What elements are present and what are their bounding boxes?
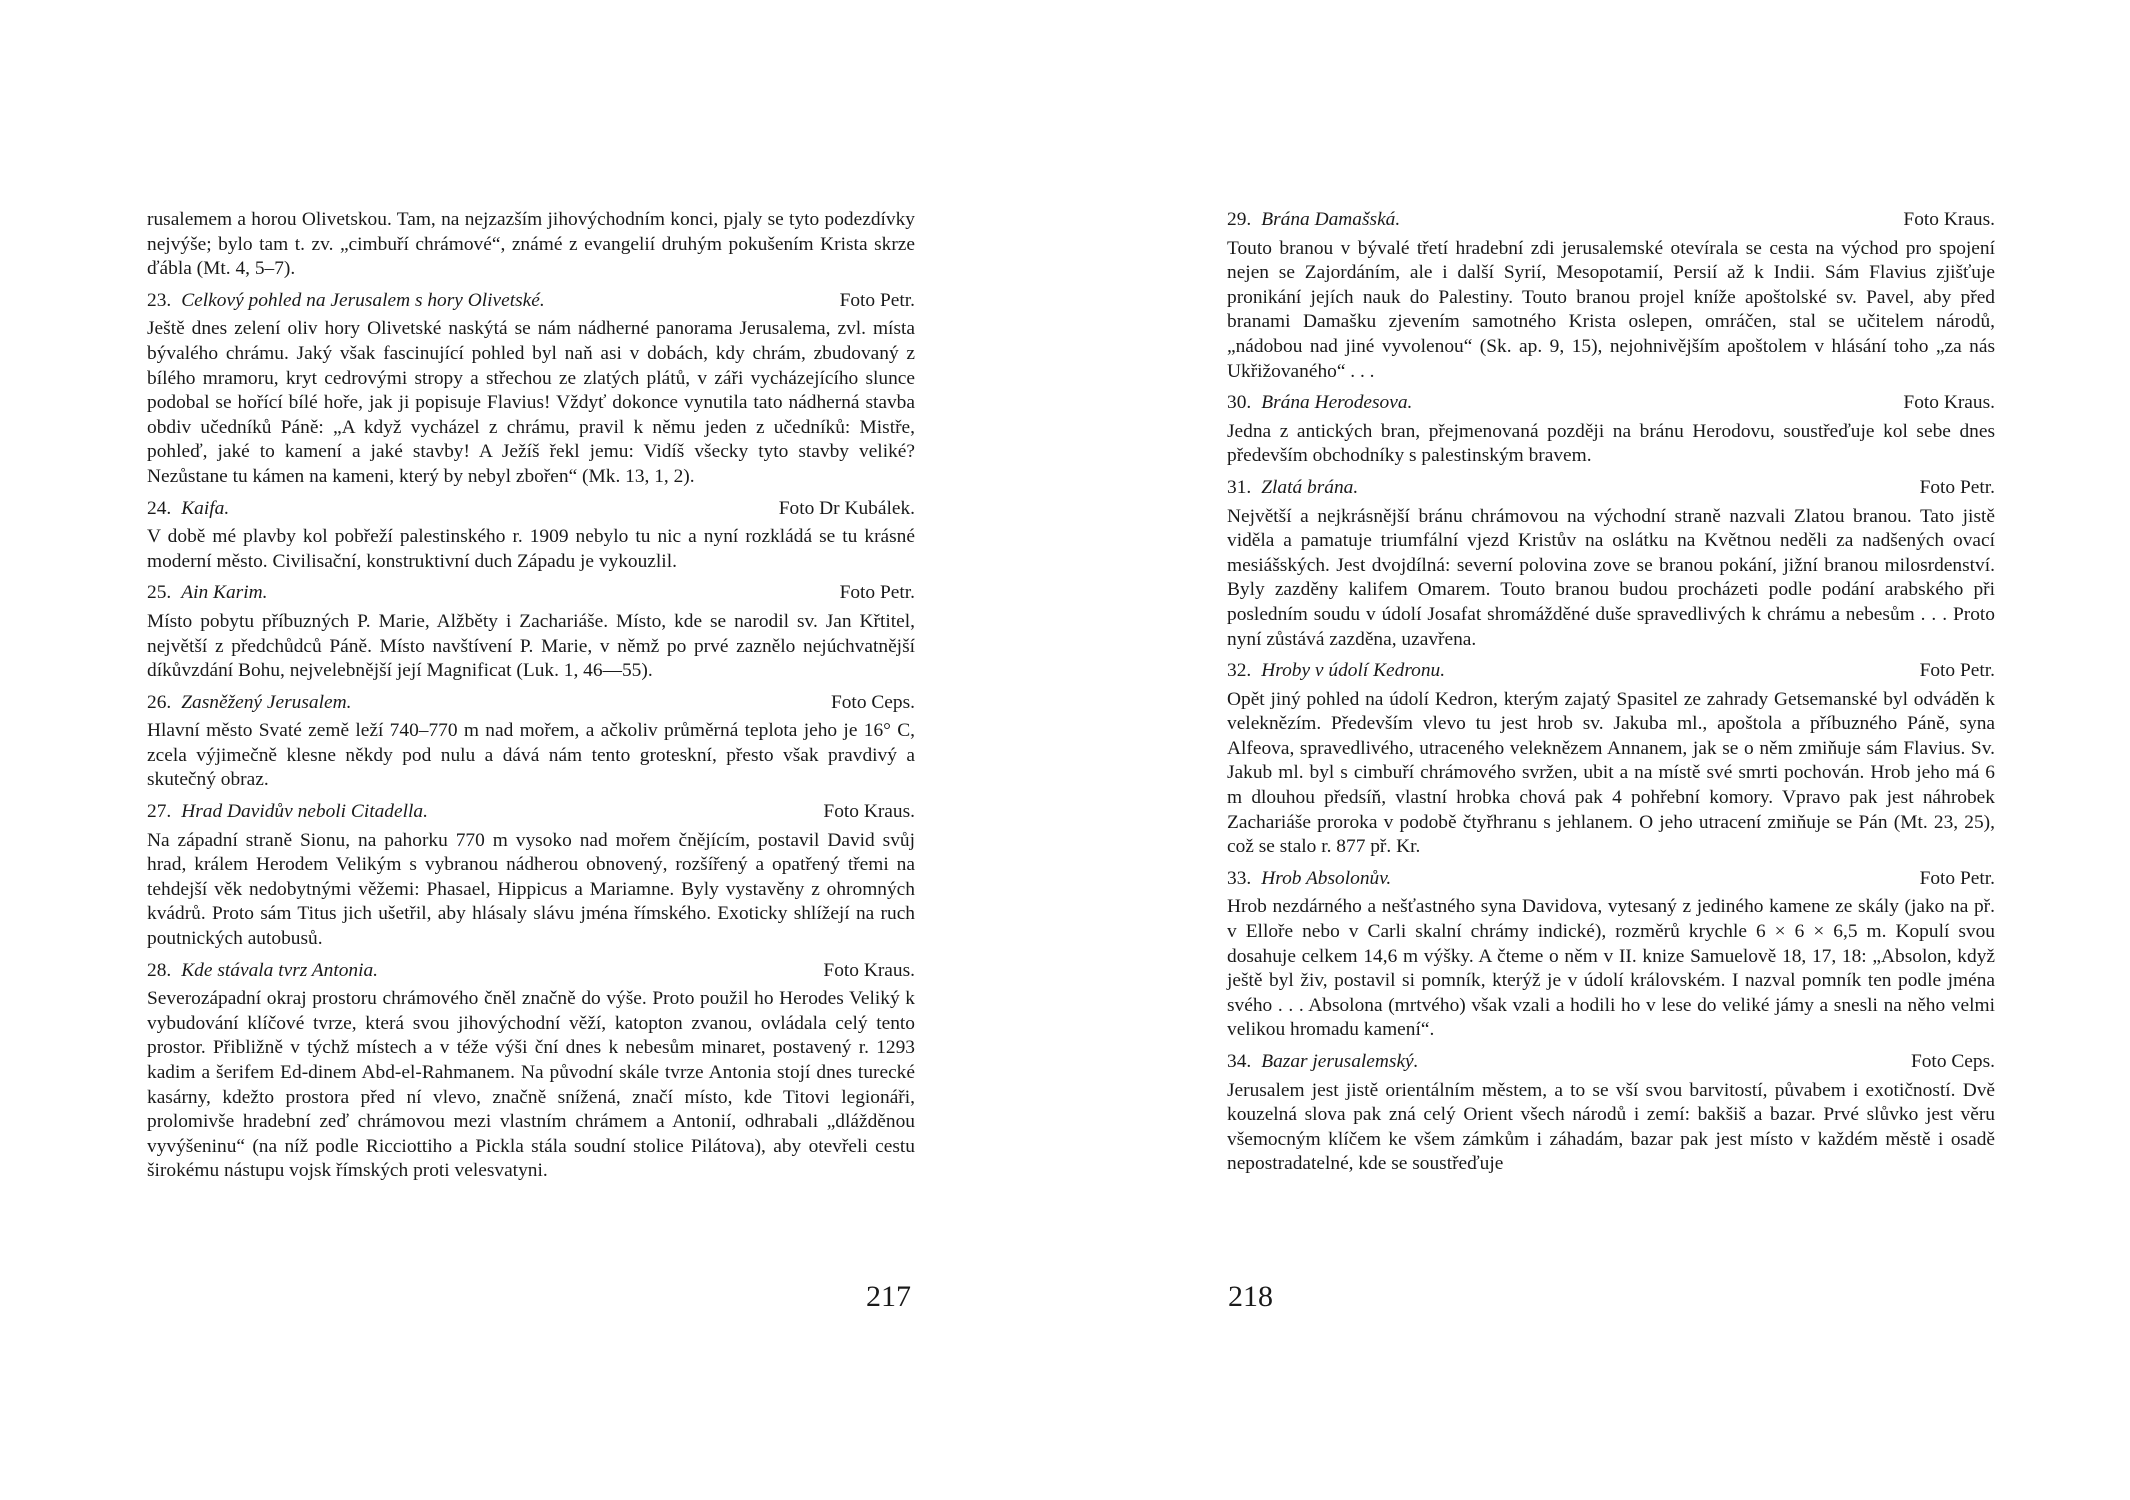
- caption-text: Severozápadní okraj prostoru chrámového čněl značně do výše. Proto použil ho Herodes Veliký k vybudování klíčové tvrze, která svou jihovýchodní věží, katopton zvanou, ovládala celý tento prostor. Přibližně v týchž místech a v téže výši ční dnes k nebesům minaret, postavený r. 1293 kadim a šerifem Ed-dinem Abd-el-Rahmanem. Na původní skále tvrze Antonia stojí dnes turecké kasárny, kdežto prostora před ní vlevo, značně snížená, značí místo, kde Titovi legionáři, prolomivše hradební zeď chrámovou mezi vlastním chrámem a Antonií, odhrabali „dlážděnou vyvýšeninu“ (na níž podle Ricciottiho a Pickla stála soudní stolice Pilátova), aby otevřeli cestu širokému nástupu vojsk římských proti velesvatyni.: [147, 988, 915, 1182]
- caption-entry-23: [147, 289, 915, 490]
- caption-title: Brána Damašská.: [1261, 209, 1401, 230]
- caption-number: 26.: [147, 691, 172, 713]
- photo-credit: Foto Petr.: [1919, 867, 1995, 889]
- caption-text: Touto branou v bývalé třetí hradební zdi jerusalemské otevírala se cesta na východ pro spojení nejen se Zajordáním, ale i další Syrií, Mesopotamií, Persií až k Indii. Sám Flavius zjišťuje pronikání jejích nauk do Palestiny. Touto branou projel kníže apoštolské sv. Pavel, aby před branami Damašku zjevením samotného Krista oslepen, omráčen, stal se učitelem národů, „nádobou nad jiné vyvolenou“ (Sk. ap. 9, 15), nejohnivějším apoštolem v hlásání toho „za nás Ukřižovaného“ . . .: [1227, 237, 1995, 382]
- caption-title: Brána Herodesova.: [1261, 392, 1413, 414]
- caption-heading: [147, 959, 915, 984]
- caption-heading: [1227, 208, 1995, 233]
- caption-title-line: [147, 691, 351, 716]
- caption-number: 31.: [1227, 476, 1252, 498]
- caption-entry-31: [1227, 476, 1995, 652]
- caption-title-line: [147, 800, 428, 825]
- caption-number: 23.: [147, 289, 172, 311]
- caption-heading: [147, 289, 915, 314]
- caption-title: Hrad Davidův neboli Citadella.: [181, 801, 428, 823]
- caption-entry-29: [1227, 208, 1995, 384]
- caption-title: Celkový pohled na Jerusalem s hory Olivetské.: [181, 289, 545, 311]
- caption-title-line: [147, 497, 229, 522]
- caption-heading: [147, 800, 915, 825]
- caption-title-line: [147, 289, 545, 314]
- caption-text: Hrob nezdárného a nešťastného syna Davidova, vytesaný z jediného kamene ze skály (jako na př. v Elloře nebo v Carli skalní chrámy indické), rozměrů krychle 6 × 6 × 6,5 m. Kopulí svou dosahuje celkem 14,6 m výšky. A čteme o něm v II. knize Samuelově 18, 17, 18: „Absolon, když ještě byl živ, postavil si pomník, kterýž je v údolí královském. I nazval pomník ten podle jména svého . . . Absolona (mrtvého) však vzali a hodili ho v lese do veliké jámy a snesli na něho velmi velikou hromadu kamení“.: [1227, 896, 1995, 1041]
- caption-entry-30: [1227, 391, 1995, 469]
- caption-number: 32.: [1227, 660, 1252, 682]
- photo-credit: Foto Kraus.: [823, 801, 915, 823]
- caption-title-line: [1227, 1050, 1419, 1075]
- caption-title-line: [147, 959, 378, 984]
- caption-text: Jerusalem jest jistě orientálním městem, a to se vší svou barvitostí, půvabem i exotičností. Dvě kouzelná slova pak zná celý Orient všech národů i zemí: bakšiš a bazar. Prvé slůvko jest věru všemocným klíčem ke všem zámkům i záhadám, bazar pak jest místo v každém městě i osadě nepostradatelné, kde se soustřeďuje: [1227, 1079, 1995, 1175]
- caption-entry-27: [147, 800, 915, 952]
- caption-number: 29.: [1227, 209, 1252, 230]
- caption-title: Hrob Absolonův.: [1261, 867, 1392, 889]
- caption-heading: [147, 581, 915, 606]
- caption-entry-26: [147, 691, 915, 793]
- photo-credit: Foto Dr Kubálek.: [778, 497, 915, 519]
- caption-heading: [147, 691, 915, 716]
- caption-text: Jedna z antických bran, přejmenovaná později na bránu Herodovu, soustřeďuje kol sebe dnes především obchodníky s palestinským bravem.: [1227, 420, 1995, 467]
- caption-title: Hroby v údolí Kedronu.: [1261, 660, 1446, 682]
- caption-heading: [1227, 659, 1995, 684]
- continued-paragraph: rusalemem a horou Olivetskou. Tam, na nejzazším jihovýchodním konci, pjaly se tyto podezdívky nejvýše; bylo tam t. zv. „cimbuří chrámové“, známé z evangelií druhým pokušením Krista skrze ďábla (Mt. 4, 5–7).: [147, 209, 915, 280]
- caption-number: 25.: [147, 582, 172, 604]
- caption-entry-33: [1227, 867, 1995, 1043]
- caption-title-line: [1227, 659, 1445, 684]
- caption-number: 27.: [147, 801, 172, 823]
- caption-title-line: [147, 581, 267, 606]
- caption-heading: [1227, 1050, 1995, 1075]
- caption-title: Bazar jerusalemský.: [1261, 1051, 1419, 1072]
- caption-entry-28: [147, 959, 915, 1184]
- caption-title-line: [1227, 391, 1412, 416]
- caption-title: Zasněžený Jerusalem.: [181, 691, 352, 713]
- caption-entry-24: [147, 497, 915, 575]
- photo-credit: Foto Petr.: [1919, 660, 1995, 682]
- caption-number: 34.: [1227, 1051, 1252, 1072]
- page-number-left: 217: [866, 1280, 911, 1313]
- caption-entry-34: [1227, 1050, 1995, 1177]
- photo-credit: Foto Ceps.: [830, 691, 915, 713]
- caption-text: Na západní straně Sionu, na pahorku 770 m vysoko nad mořem čnějícím, postavil David svůj hrad, králem Herodem Velikým s vybranou nádherou obnovený, rozšířený a opatřený třemi na tehdejší věk nedobytnými věžemi: Phasael, Hippicus a Mariamne. Byly vystavěny z ohromných kvádrů. Proto sám Titus jich ušetřil, aby hlásaly slávu jména římského. Exoticky shlížejí na ruch poutnických autobusů.: [147, 829, 915, 950]
- photo-credit: Foto Petr.: [839, 289, 915, 311]
- caption-text: Největší a nejkrásnější bránu chrámovou na východní straně nazvali Zlatou branou. Tato jistě viděla a pamatuje triumfální vjezd Kristův na oslátku na Květnou neděli za nadšených ovací mesiášských. Jest dvojdílná: severní polovina zove se branou pokání, jižní branou milosrdenství. Byly zazděny kalifem Omarem. Touto branou budou procházeti podle podání arabského při posledním soudu v údolí Josafat shromážděné duše spravedlivých k chrámu a nebesům . . . Proto nyní zůstává zazděna, uzavřena.: [1227, 505, 1995, 650]
- photo-credit: Foto Kraus.: [823, 959, 915, 981]
- caption-text: Hlavní město Svaté země leží 740–770 m nad mořem, a ačkoliv průměrná teplota jeho je 16° C, zcela výjimečně klesne někdy pod nulu a dává nám tento groteskní, přesto však pravdivý a skutečný obraz.: [147, 720, 915, 791]
- right-page: [1227, 208, 1995, 1177]
- photo-credit: Foto Ceps.: [1910, 1051, 1995, 1072]
- photo-credit: Foto Petr.: [839, 582, 915, 604]
- photo-credit: Foto Petr.: [1919, 476, 1995, 498]
- caption-number: 33.: [1227, 867, 1252, 889]
- caption-entry-32: [1227, 659, 1995, 860]
- caption-title: Ain Karim.: [181, 582, 268, 604]
- caption-title-line: [1227, 867, 1391, 892]
- caption-number: 28.: [147, 959, 172, 981]
- left-page: [147, 208, 915, 1184]
- caption-heading: [1227, 476, 1995, 501]
- caption-text: Místo pobytu příbuzných P. Marie, Alžběty i Zachariáše. Místo, kde se narodil sv. Jan Křtitel, největší z předchůdců Páně. Místo navštívení P. Marie, v němž po prvé zaznělo nejúchvatnější díkůvzdání Bohu, nejvelebnější její Magnificat (Luk. 1, 46—55).: [147, 610, 915, 682]
- caption-heading: [147, 497, 915, 522]
- caption-title: Zlatá brána.: [1261, 476, 1359, 498]
- caption-entry-25: [147, 581, 915, 683]
- page-number-right: 218: [1228, 1280, 1273, 1313]
- photo-credit: Foto Kraus.: [1903, 392, 1995, 414]
- caption-heading: [1227, 391, 1995, 416]
- caption-text: V době mé plavby kol pobřeží palestinského r. 1909 nebylo tu nic a nyní rozkládá se tu krásné moderní město. Civilisační, konstruktivní duch Západu je vykouzlil.: [147, 526, 915, 572]
- caption-title: Kde stávala tvrz Antonia.: [181, 959, 379, 981]
- caption-number: 24.: [147, 497, 172, 519]
- caption-title-line: [1227, 208, 1400, 233]
- caption-title: Kaifa.: [181, 497, 230, 519]
- caption-number: 30.: [1227, 392, 1252, 414]
- caption-text: Opět jiný pohled na údolí Kedron, kterým zajatý Spasitel ze zahrady Getsemanské byl odváděn k veleknězím. Především vlevo tu jest hrob sv. Jakuba ml., apoštola a příbuzného Páně, syna Alfeova, spravedlivého, utraceného veleknězem Annanem, jak se o něm zmiňuje sám Flavius. Sv. Jakub ml. byl s cimbuří chrámového svržen, ubit a na místě své smrti pochován. Hrob jeho má 6 m dlouhou předsíň, vlastní hrobka chová pak 4 pohřební komory. Vpravo pak jest náhrobek Zachariáše proroka v podobě čtyřhranu s jehlanem. O jeho utracení zmiňuje se Pán (Mt. 23, 25), což se stalo r. 877 př. Kr.: [1227, 688, 1995, 858]
- caption-heading: [1227, 867, 1995, 892]
- photo-credit: Foto Kraus.: [1903, 209, 1995, 230]
- caption-text: Ještě dnes zelení oliv hory Olivetské naskýtá se nám nádherné panorama Jerusalema, zvl. místa bývalého chrámu. Jaký však fascinující pohled byl naň asi v dobách, kdy chrám, zbudovaný z bílého mramoru, kryt cedrovými stropy a střechou ze zlatých plátů, v záři vycházejícího slunce podobal se hořící bílé hoře, jak ji popisuje Flavius! Vždyť dokonce vynutila tato nádherná stavba obdiv učedníků Páně: „A když vycházel z chrámu, pravil k němu jeden z učedníků: Mistře, pohleď, jaké to kamení a jaké stavby! A Ježíš řekl jemu: Vidíš všecky tyto stavby veliké? Nezůstane tu kámen na kameni, který by nebyl zbořen“ (Mk. 13, 1, 2).: [147, 318, 915, 487]
- caption-title-line: [1227, 476, 1358, 501]
